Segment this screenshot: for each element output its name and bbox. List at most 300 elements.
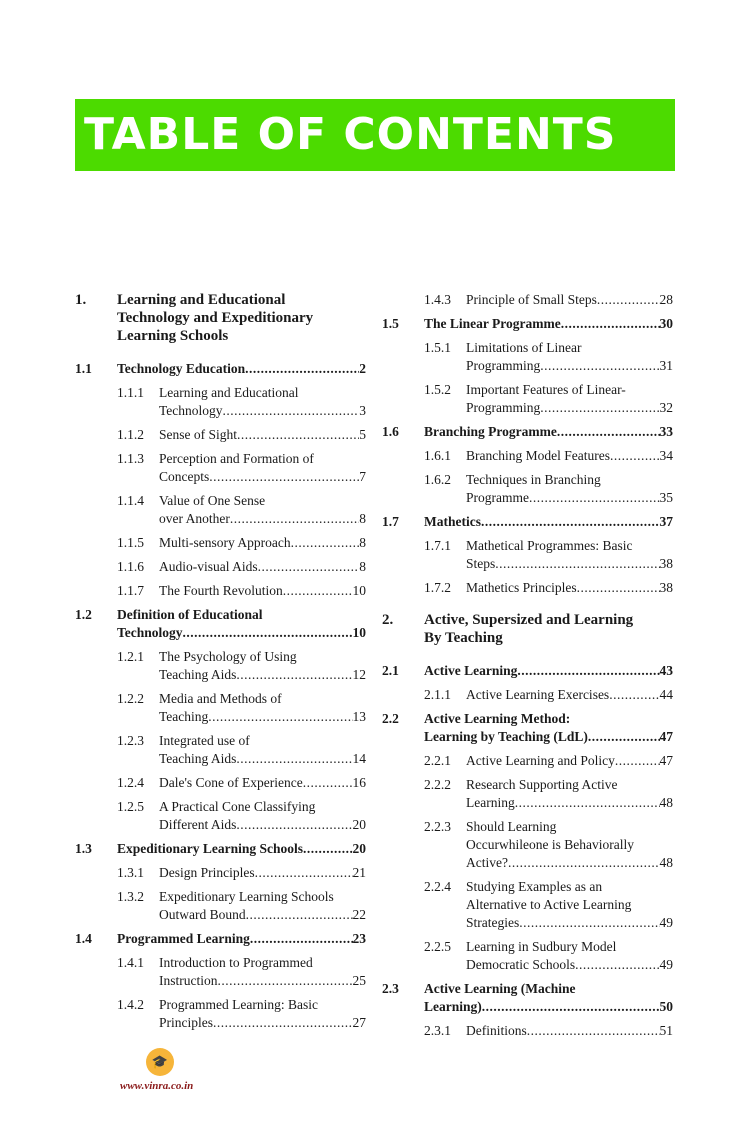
entry-last-line (466, 291, 673, 309)
entry-number: 2.2.2 (424, 777, 451, 792)
entry-number: 1.6.1 (424, 448, 451, 463)
page-number: 49 (659, 957, 673, 972)
entry-title-line: Mathetics (424, 514, 481, 529)
page-number: 49 (659, 915, 673, 930)
page-number: 28 (659, 292, 673, 307)
entry-title-line: Multi-sensory Approach (159, 535, 291, 550)
entry-title-line: Strategies (466, 915, 520, 930)
entry-title-line: Learning and Educational (117, 292, 286, 308)
toc-entry[interactable] (382, 423, 673, 441)
dot-leader (597, 291, 660, 309)
entry-number: 1.7.2 (424, 580, 451, 595)
entry-title-line: Programming (466, 400, 541, 415)
entry-last-line (159, 582, 366, 600)
entry-title-line: Instruction (159, 973, 218, 988)
entry-title-line: Techniques in Branching (466, 472, 601, 487)
page-number: 16 (352, 775, 366, 790)
entry-title (159, 690, 366, 726)
entry-last-line (466, 399, 673, 417)
entry-title-line: Technology (117, 625, 183, 640)
entry-title (159, 954, 366, 990)
toc-entry[interactable] (75, 996, 366, 1032)
entry-last-line (159, 402, 366, 420)
dot-leader (230, 510, 359, 528)
dot-leader (237, 426, 359, 444)
page-number: 38 (659, 580, 673, 595)
entry-title-line: Concepts (159, 469, 210, 484)
entry-title (159, 534, 366, 552)
page-number: 10 (352, 583, 366, 598)
entry-last-line (466, 579, 673, 597)
entry-number: 1.1.7 (117, 583, 144, 598)
dot-leader (209, 468, 359, 486)
entry-title-line: Mathetics Principles (466, 580, 577, 595)
entry-number: 1.7.1 (424, 538, 451, 553)
entry-title-line: Expeditionary Learning Schools (159, 889, 334, 904)
entry-title (466, 686, 673, 704)
toc-entry[interactable] (75, 558, 366, 576)
entry-last-line (466, 956, 673, 974)
entry-last-line (117, 360, 366, 378)
toc-entry[interactable] (382, 752, 673, 770)
entry-title (159, 732, 366, 768)
entry-last-line (466, 794, 673, 812)
entry-title-line: Programmed Learning (117, 931, 250, 946)
dot-leader (283, 582, 353, 600)
entry-last-line (159, 426, 366, 444)
entry-title (117, 360, 366, 378)
toc-entry[interactable] (75, 930, 366, 948)
entry-title-line: Active? (466, 855, 508, 870)
title-banner (75, 99, 675, 171)
entry-number: 1.6 (382, 424, 399, 439)
entry-title-line: Teaching Aids (159, 667, 237, 682)
entry-number: 1.2.2 (117, 691, 144, 706)
entry-number: 1.2.1 (117, 649, 144, 664)
entry-number: 1.6.2 (424, 472, 451, 487)
toc-entry[interactable] (382, 776, 673, 812)
entry-title (466, 818, 673, 872)
entry-title-line: Programmed Learning: Basic (159, 997, 318, 1012)
dot-leader (610, 447, 660, 465)
dot-leader (245, 360, 359, 378)
toc-entry[interactable] (75, 360, 366, 378)
entry-title (424, 423, 673, 441)
entry-number: 1.5.1 (424, 340, 451, 355)
entry-title (424, 662, 673, 680)
dot-leader (236, 666, 352, 684)
page-number: 12 (352, 667, 366, 682)
dot-leader (515, 794, 660, 812)
toc-entry[interactable] (75, 774, 366, 792)
toc-entry[interactable] (75, 492, 366, 528)
entry-title-line: Branching Programme (424, 424, 557, 439)
entry-number: 1.3.1 (117, 865, 144, 880)
entry-last-line (159, 864, 366, 882)
toc-entry[interactable] (75, 690, 366, 726)
entry-title (424, 513, 673, 531)
entry-title-line: Occurwhileone is Behaviorally (466, 837, 634, 852)
page-number: 21 (352, 865, 366, 880)
dot-leader (561, 315, 660, 333)
entry-last-line (466, 447, 673, 465)
dot-leader (557, 423, 660, 441)
entry-last-line (159, 972, 366, 990)
entry-title-line: Active Learning Method: (424, 711, 571, 726)
entry-title-line: Introduction to Programmed (159, 955, 313, 970)
entry-number: 1.2.3 (117, 733, 144, 748)
entry-title-line: The Psychology of Using (159, 649, 297, 664)
entry-title (159, 774, 366, 792)
entry-title (424, 710, 673, 746)
dot-leader (481, 513, 660, 531)
toc-entry[interactable] (382, 537, 673, 573)
entry-last-line (159, 510, 366, 528)
entry-title-line: Principle of Small Steps (466, 292, 597, 307)
toc-entry[interactable] (382, 662, 673, 680)
entry-title (466, 381, 673, 417)
entry-title-line: Teaching (159, 709, 209, 724)
entry-title-line: Perception and Formation of (159, 451, 314, 466)
entry-title (466, 1022, 673, 1040)
entry-title-line: Technology and Expeditionary (117, 310, 314, 326)
entry-number: 2.3.1 (424, 1023, 451, 1038)
toc-entry[interactable] (382, 471, 673, 507)
entry-title (466, 579, 673, 597)
entry-title (159, 384, 366, 420)
dot-leader (213, 1014, 353, 1032)
entry-number: 1.1.1 (117, 385, 144, 400)
entry-title-line: Active, Supersized and Learning (424, 612, 634, 628)
page-number: 7 (359, 469, 366, 484)
entry-title-line: Democratic Schools (466, 957, 576, 972)
dot-leader (183, 624, 353, 642)
entry-title-line: Dale's Cone of Experience (159, 775, 303, 790)
entry-last-line (159, 708, 366, 726)
entry-title (466, 471, 673, 507)
entry-title (159, 492, 366, 528)
toc-entry[interactable] (75, 582, 366, 600)
page-title: TABLE OF CONTENTS (84, 109, 617, 160)
entry-number: 2.1.1 (424, 687, 451, 702)
entry-title-line: Learning Schools (117, 328, 229, 344)
dot-leader (575, 956, 659, 974)
entry-last-line (466, 914, 673, 932)
entry-title-line: Value of One Sense (159, 493, 266, 508)
toc-entry[interactable] (75, 450, 366, 486)
entry-number: 1.1.2 (117, 427, 144, 442)
entry-last-line (159, 558, 366, 576)
toc-entry[interactable] (382, 686, 673, 704)
entry-title-line: Definition of Educational (117, 607, 263, 622)
page-number: 8 (359, 559, 366, 574)
entry-last-line (159, 534, 366, 552)
entry-title-line: Active Learning (Machine (424, 981, 576, 996)
page-number: 38 (659, 556, 673, 571)
entry-title (466, 537, 673, 573)
toc-entry[interactable] (382, 1022, 673, 1040)
entry-number: 1.4.1 (117, 955, 144, 970)
toc-entry[interactable] (382, 513, 673, 531)
entry-title (159, 996, 366, 1032)
entry-title-line: Expeditionary Learning Schools (117, 841, 304, 856)
entry-last-line (159, 816, 366, 834)
toc-entry[interactable] (75, 954, 366, 990)
entry-title-line: Alternative to Active Learning (466, 897, 632, 912)
entry-last-line (424, 423, 673, 441)
dot-leader (223, 402, 360, 420)
entry-title (466, 339, 673, 375)
dot-leader (291, 534, 360, 552)
dot-leader (517, 662, 659, 680)
entry-title-line: The Fourth Revolution (159, 583, 283, 598)
entry-title-line: Different Aids (159, 817, 237, 832)
toc-entry[interactable] (75, 864, 366, 882)
toc-entry[interactable] (382, 818, 673, 872)
dot-leader (246, 906, 353, 924)
toc-entry[interactable] (75, 840, 366, 858)
page-number: 20 (352, 841, 366, 856)
entry-title (424, 315, 673, 333)
entry-title-line: Branching Model Features (466, 448, 610, 463)
page-number: 31 (659, 358, 673, 373)
entry-title (117, 840, 366, 858)
entry-number: 2.2.5 (424, 939, 451, 954)
entry-number: 1.1.5 (117, 535, 144, 550)
entry-number: 1.1 (75, 361, 92, 376)
entry-number: 2. (382, 612, 394, 628)
entry-number: 2.2.1 (424, 753, 451, 768)
toc-entry[interactable] (382, 878, 673, 932)
entry-last-line (159, 1014, 366, 1032)
toc-entry[interactable] (382, 579, 673, 597)
entry-title (159, 558, 366, 576)
toc-entry[interactable] (75, 606, 366, 642)
entry-title-line: Principles (159, 1015, 213, 1030)
toc-entry[interactable] (75, 648, 366, 684)
entry-title (159, 798, 366, 834)
entry-title-line: Integrated use of (159, 733, 250, 748)
toc-entry[interactable] (382, 710, 673, 746)
entry-last-line (424, 662, 673, 680)
page-number: 48 (659, 795, 673, 810)
page-number: 8 (359, 535, 366, 550)
entry-title-line: Important Features of Linear- (466, 382, 626, 397)
entry-number: 1.1.4 (117, 493, 144, 508)
toc-column-right (382, 291, 673, 1046)
toc-entry[interactable] (382, 315, 673, 333)
dot-leader (529, 489, 660, 507)
entry-last-line (424, 513, 673, 531)
entry-title-line: The Linear Programme (424, 316, 561, 331)
entry-title-line: Active Learning (424, 663, 518, 678)
entry-title-line: Teaching Aids (159, 751, 237, 766)
page-number: 5 (359, 427, 366, 442)
entry-title (159, 582, 366, 600)
page-number: 32 (659, 400, 673, 415)
entry-title-line: Outward Bound (159, 907, 246, 922)
entry-title-line: Technology (159, 403, 223, 418)
entry-title (466, 776, 673, 812)
dot-leader (540, 399, 659, 417)
dot-leader (236, 816, 352, 834)
entry-last-line (466, 854, 673, 872)
page-number: 43 (659, 663, 673, 678)
dot-leader (615, 752, 660, 770)
entry-title (117, 930, 366, 948)
entry-last-line (466, 555, 673, 573)
entry-title-line: Technology Education (117, 361, 246, 376)
entry-number: 2.2 (382, 711, 399, 726)
entry-title-line: Studying Examples as an (466, 879, 603, 894)
toc-entry[interactable] (382, 291, 673, 309)
dot-leader (303, 774, 353, 792)
entry-last-line (424, 998, 673, 1016)
dot-leader (236, 750, 352, 768)
dot-leader (208, 708, 352, 726)
entry-number: 2.2.3 (424, 819, 451, 834)
entry-last-line (159, 666, 366, 684)
entry-number: 2.1 (382, 663, 399, 678)
entry-title-line: Audio-visual Aids (159, 559, 258, 574)
entry-number: 1.4.2 (117, 997, 144, 1012)
entry-number: 1.5.2 (424, 382, 451, 397)
entry-number: 1.1.6 (117, 559, 144, 574)
dot-leader (609, 686, 659, 704)
entry-title (159, 888, 366, 924)
page-number: 25 (352, 973, 366, 988)
page-number: 8 (359, 511, 366, 526)
dot-leader (482, 998, 660, 1016)
toc-entry[interactable] (75, 888, 366, 924)
page-number: 23 (352, 931, 366, 946)
page-number: 13 (352, 709, 366, 724)
entry-number: 1.2.4 (117, 775, 144, 790)
toc-column-left (75, 291, 366, 1038)
entry-title (159, 450, 366, 486)
entry-title-line: Learning by Teaching (LdL) (424, 729, 588, 744)
entry-last-line (159, 750, 366, 768)
publisher-logo-icon: 🎓 (146, 1048, 174, 1076)
dot-leader (495, 555, 659, 573)
entry-title (466, 447, 673, 465)
entry-title (117, 291, 366, 345)
entry-number: 1.4 (75, 931, 92, 946)
publisher-url: www.vinra.co.in (120, 1080, 194, 1092)
toc-entry[interactable] (75, 426, 366, 444)
entry-last-line (159, 468, 366, 486)
entry-title (159, 426, 366, 444)
entry-number: 1.1.3 (117, 451, 144, 466)
page-number: 10 (352, 625, 366, 640)
entry-title-line: Programming (466, 358, 541, 373)
entry-last-line (424, 315, 673, 333)
toc-entry[interactable] (75, 384, 366, 420)
chapter-heading[interactable] (75, 291, 366, 345)
entry-last-line (117, 624, 366, 642)
toc-entry[interactable] (75, 732, 366, 768)
entry-last-line (466, 1022, 673, 1040)
entry-title-line: Active Learning and Policy (466, 753, 615, 768)
page-number: 50 (659, 999, 673, 1014)
chapter-heading[interactable] (382, 611, 673, 647)
toc-entry[interactable] (75, 798, 366, 834)
entry-title-line: Definitions (466, 1023, 527, 1038)
page-number: 35 (659, 490, 673, 505)
entry-last-line (159, 906, 366, 924)
entry-title (466, 878, 673, 932)
page-number: 2 (359, 361, 366, 376)
page-number: 27 (352, 1015, 366, 1030)
entry-title-line: By Teaching (424, 630, 503, 646)
entry-title-line: Programme (466, 490, 529, 505)
entry-last-line (466, 686, 673, 704)
entry-title-line: Design Principles (159, 865, 255, 880)
entry-title (159, 648, 366, 684)
page-number: 34 (659, 448, 673, 463)
dot-leader (508, 854, 660, 872)
entry-last-line (117, 840, 366, 858)
dot-leader (255, 864, 353, 882)
page-number: 37 (659, 514, 673, 529)
entry-title-line: over Another (159, 511, 230, 526)
dot-leader (588, 728, 660, 746)
dot-leader (577, 579, 660, 597)
page-number: 20 (352, 817, 366, 832)
entry-title-line: Limitations of Linear (466, 340, 582, 355)
page-number: 47 (659, 753, 673, 768)
entry-last-line (466, 357, 673, 375)
page-number: 48 (659, 855, 673, 870)
entry-title-line: Research Supporting Active (466, 777, 618, 792)
entry-title-line: Mathetical Programmes: Basic (466, 538, 633, 553)
entry-title-line: Active Learning Exercises (466, 687, 610, 702)
entry-title (424, 980, 673, 1016)
toc-entry[interactable] (75, 534, 366, 552)
toc-entry[interactable] (382, 447, 673, 465)
toc-entry[interactable] (382, 381, 673, 417)
entry-title (159, 864, 366, 882)
entry-title (466, 752, 673, 770)
toc-entry[interactable] (382, 339, 673, 375)
page-number: 47 (659, 729, 673, 744)
entry-title (117, 606, 366, 642)
entry-title-line: Should Learning (466, 819, 557, 834)
dot-leader (258, 558, 360, 576)
dot-leader (303, 840, 352, 858)
entry-last-line (424, 728, 673, 746)
entry-number: 1.5 (382, 316, 399, 331)
entry-number: 2.2.4 (424, 879, 451, 894)
toc-entry[interactable] (382, 980, 673, 1016)
toc-entry[interactable] (382, 938, 673, 974)
entry-last-line (159, 774, 366, 792)
entry-title (424, 611, 673, 647)
entry-title-line: Steps (466, 556, 496, 571)
dot-leader (519, 914, 659, 932)
dot-leader (540, 357, 659, 375)
page-number: 33 (659, 424, 673, 439)
entry-title (466, 938, 673, 974)
entry-title-line: A Practical Cone Classifying (159, 799, 316, 814)
entry-title (466, 291, 673, 309)
entry-title-line: Learning (466, 795, 515, 810)
page-number: 30 (659, 316, 673, 331)
entry-last-line (466, 489, 673, 507)
entry-number: 1.4.3 (424, 292, 451, 307)
page-number: 22 (352, 907, 366, 922)
entry-last-line (117, 930, 366, 948)
